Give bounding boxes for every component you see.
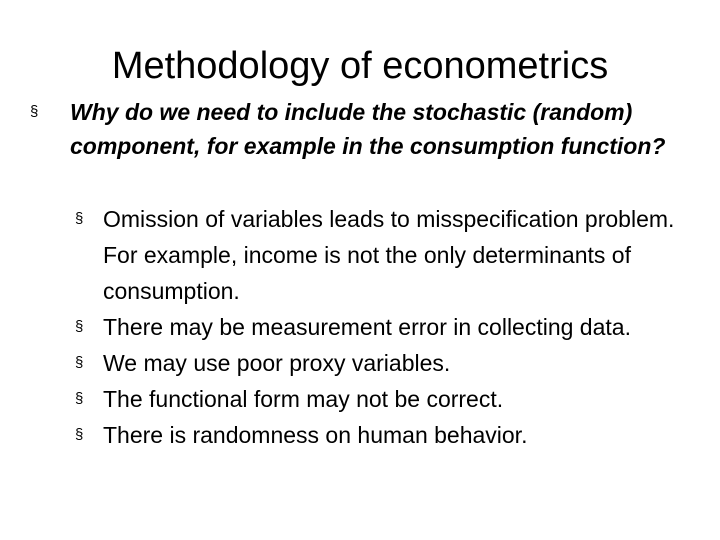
bullet-icon: § [75, 354, 84, 371]
sub-bullet-item [75, 381, 683, 417]
sub-point-text: There may be measurement error in collecting data. [103, 314, 631, 340]
sub-bullet-item [75, 201, 683, 309]
bullet-icon: § [75, 390, 84, 407]
bullet-icon: § [75, 318, 84, 335]
sub-point-text: We may use poor proxy variables. [103, 350, 451, 376]
sub-bullet-item [75, 345, 683, 381]
sub-point-text: There is randomness on human behavior. [103, 422, 528, 448]
sub-bullet-item [75, 309, 683, 345]
bullet-icon: § [75, 426, 84, 443]
bullet-icon: § [75, 210, 84, 227]
main-point-text: Why do we need to include the stochastic (random) component, for example in the consumption function? [70, 99, 666, 159]
sub-point-text: Omission of variables leads to misspecification problem. For example, income is not the only determinants of consumption. [103, 206, 675, 304]
sub-point-text: The functional form may not be correct. [103, 386, 504, 412]
slide-title: Methodology of econometrics [111, 45, 609, 87]
bullet-icon: § [30, 103, 39, 120]
main-bullet-point [30, 95, 700, 163]
sub-bullet-item [75, 417, 683, 453]
sub-bullet-list [75, 201, 683, 453]
